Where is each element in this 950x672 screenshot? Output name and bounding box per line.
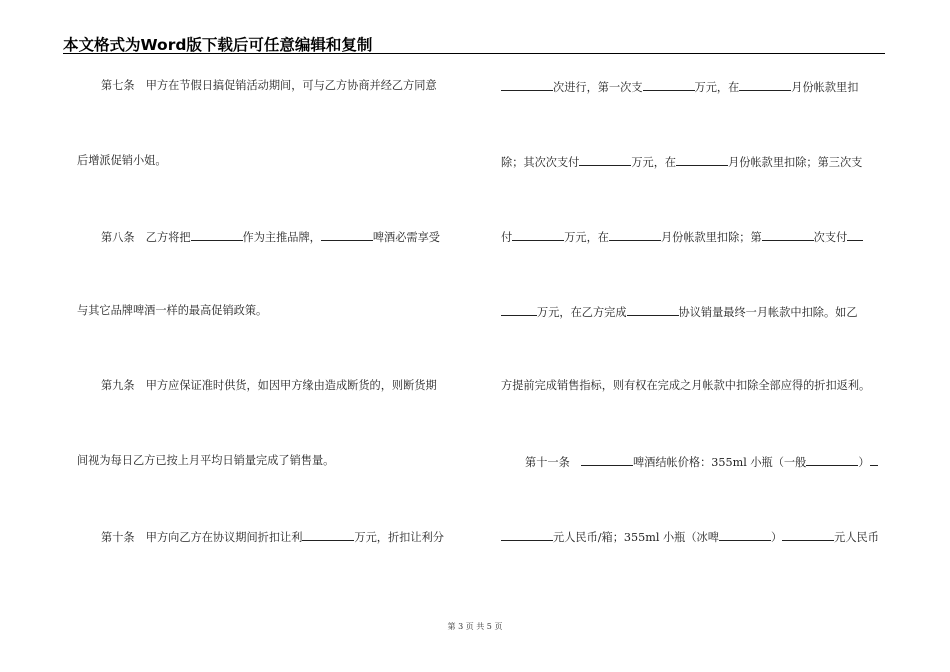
fill-in-blank bbox=[501, 304, 537, 316]
article-8-line-2 bbox=[77, 304, 267, 318]
text-segment: 协议销量最终一月帐款中扣除。如乙 bbox=[678, 306, 858, 319]
fill-in-blank bbox=[501, 79, 553, 91]
fill-in-blank bbox=[501, 529, 553, 541]
article-7-line-2 bbox=[77, 154, 167, 168]
article-9-line-2 bbox=[77, 454, 334, 468]
article-8-line-1 bbox=[101, 229, 440, 245]
text-segment: 方提前完成销售指标，则有权在完成之月帐款中扣除全部应得的折扣返利。 bbox=[501, 379, 871, 392]
text-segment: 第十一条 bbox=[525, 456, 581, 469]
text-segment: 第七条 甲方在节假日搞促销活动期间，可与乙方协商并经乙方同意 bbox=[101, 79, 437, 92]
fill-in-blank bbox=[191, 229, 243, 241]
article-11-line-1 bbox=[525, 454, 878, 470]
text-segment: 次支付 bbox=[813, 231, 848, 244]
text-segment: 作为主推品牌， bbox=[242, 231, 321, 244]
article-10-line-6 bbox=[501, 379, 870, 393]
text-segment: 万元，在 bbox=[631, 156, 677, 169]
text-segment: 啤酒结帐价格：355ml 小瓶（一般 bbox=[632, 456, 807, 469]
fill-in-blank bbox=[806, 454, 858, 466]
text-segment: 万元，在乙方完成 bbox=[537, 306, 627, 319]
fill-in-blank bbox=[847, 229, 863, 241]
article-9-line-1 bbox=[101, 379, 437, 393]
header-divider bbox=[63, 53, 885, 54]
document-header-title: 本文格式为Word版下载后可任意编辑和复制 bbox=[63, 36, 373, 54]
text-segment: 第八条 乙方将把 bbox=[101, 231, 191, 244]
article-10-line-4 bbox=[501, 229, 863, 245]
text-segment: 第九条 甲方应保证准时供货，如因甲方缘由造成断货的，则断货期 bbox=[101, 379, 437, 392]
fill-in-blank bbox=[762, 229, 814, 241]
fill-in-blank bbox=[627, 304, 679, 316]
text-segment: 次进行，第一次支 bbox=[553, 81, 643, 94]
fill-in-blank bbox=[643, 79, 695, 91]
text-segment: 第十条 甲方向乙方在协议期间折扣让利 bbox=[101, 531, 303, 544]
fill-in-blank bbox=[609, 229, 661, 241]
fill-in-blank bbox=[782, 529, 834, 541]
fill-in-blank bbox=[739, 79, 791, 91]
fill-in-blank bbox=[581, 454, 633, 466]
text-segment: 万元，在 bbox=[694, 81, 740, 94]
article-10-line-2 bbox=[501, 79, 858, 95]
article-10-line-5 bbox=[501, 304, 858, 320]
text-segment: 月份帐款里扣除；第三次支 bbox=[728, 156, 863, 169]
text-segment: 付 bbox=[501, 231, 513, 244]
article-11-line-2 bbox=[501, 529, 879, 545]
fill-in-blank bbox=[676, 154, 728, 166]
text-segment: 后增派促销小姐。 bbox=[77, 154, 167, 167]
text-segment: 元人民币/箱；355ml 小瓶（冰啤 bbox=[553, 531, 719, 544]
page-number: 第 3 页 共 5 页 bbox=[447, 622, 503, 631]
text-segment: 间视为每日乙方已按上月平均日销量完成了销售量。 bbox=[77, 454, 335, 467]
article-10-line-1 bbox=[101, 529, 444, 545]
text-segment: 月份帐款里扣除；第 bbox=[660, 231, 762, 244]
fill-in-blank bbox=[579, 154, 631, 166]
text-segment: ） bbox=[858, 456, 870, 469]
text-segment: ） bbox=[770, 531, 783, 544]
fill-in-blank bbox=[512, 229, 564, 241]
text-segment: 月份帐款里扣 bbox=[791, 81, 859, 94]
fill-in-blank bbox=[302, 529, 354, 541]
text-segment: 元人民币 bbox=[834, 531, 879, 544]
fill-in-blank bbox=[321, 229, 373, 241]
fill-in-blank bbox=[870, 454, 878, 466]
text-segment: 除；其次次支付 bbox=[501, 156, 580, 169]
fill-in-blank bbox=[719, 529, 771, 541]
text-segment: 与其它品牌啤酒一样的最高促销政策。 bbox=[77, 304, 268, 317]
article-7-line-1 bbox=[101, 79, 437, 93]
text-segment: 啤酒必需享受 bbox=[372, 231, 440, 244]
article-10-line-3 bbox=[501, 154, 862, 170]
text-segment: 万元，在 bbox=[564, 231, 609, 244]
text-segment: 万元，折扣让利分 bbox=[354, 531, 444, 544]
